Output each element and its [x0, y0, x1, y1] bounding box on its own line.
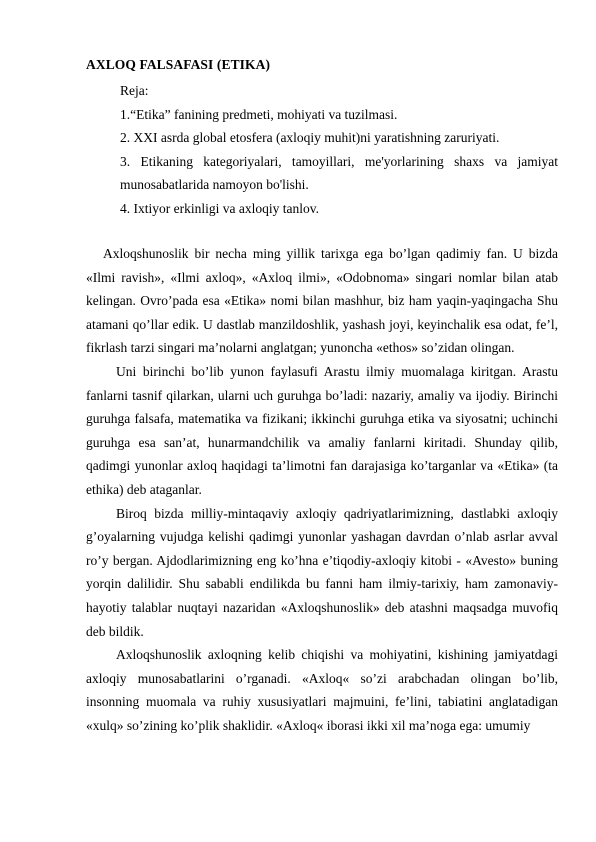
body-text — [86, 242, 558, 737]
plan-item: 4. Ixtiyor erkinligi va axloqiy tanlov. — [120, 200, 319, 216]
paragraph: Axloqshunoslik bir necha ming yillik tarixga ega bo’lgan qadimiy fan. U bizda «Ilmi ravish», «Ilmi axloq», «Axloq ilmi», «Odobnoma» singari nomlar bilan atab kelingan. Ovro’pada esa «Etika» nomi bilan mashhur, biz ham yaqin-yaqingacha Shu atamani qo’llar edik. U dastlab manzildoshlik, yashash joyi, keyinchalik esa odat, fe’l, fikrlash tarzi singari ma’nolarni anglatgan; yunoncha «ethos» so’zidan olingan. — [86, 246, 558, 356]
paragraph: Axloqshunoslik axloqning kelib chiqishi va mohiyatini, kishining jamiyatdagi axloqiy munosabatlarini o’rganadi. «Axloq« so’zi arabchadan olingan bo’lib, insonning muomala va ruhiy xususiyatlari majmuini, fe’lini, tabiatini anglatadigan «xulq» so’zining ko’plik shaklidir. «Axloq« iborasi ikki xil ma’noga ega: umumiy — [86, 647, 558, 733]
plan-item: 2. XXI asrda global etosfera (axloqiy muhit)ni yaratishning zaruriyati. — [120, 130, 500, 145]
document-title: AXLOQ FALSAFASI (ETIKA) — [86, 57, 271, 72]
paragraph: Uni birinchi bo’lib yunon faylasufi Arastu ilmiy muomalaga kiritgan. Arastu fanlarni tasnif qilarkan, ularni uch guruhga bo’ladi: nazariy, amaliy va ijodiy. Birinchi guruhga falsafa, matematika va fizikani; ikkinchi guruhga etika va siyosatni; uchinchi guruhga esa san’at, hunarmandchilik va amaliy fanlarni kiritadi. Shunday qilib, qadimgi yunonlar axloq haqidagi ta’limotni fan darajasiga ko’targanlar va «Etika» (ta ethika) deb ataganlar. — [86, 363, 558, 497]
plan-section — [120, 79, 558, 220]
plan-item: 1.“Etika” fanining predmeti, mohiyati va tuzilmasi. — [120, 106, 398, 122]
paragraph: Biroq bizda milliy-mintaqaviy axloqiy qadriyatlarimizning, dastlabki axloqiy g’oyalarning vujudga kelishi qadimgi yunonlar yashagan davrdan o’nlab asrlar avval ro’y bergan. Ajdodlarimizning eng ko’hna e’tiqodiy-axloqiy kitobi - «Avesto» buning yorqin dalilidir. Shu sababli endilikda bu fanni ham ilmiy-tarixiy, ham zamonaviy-hayotiy talablar nuqtayi nazaridan «Axloqshunoslik» deb atashni maqsadga muvofiq deb bildik. — [86, 505, 558, 639]
plan-heading: Reja: — [120, 83, 149, 98]
plan-item: 3. Etikaning kategoriyalari, tamoyillari, me'yorlarining shaxs va jamiyat munosabatlarida namoyon bo'lishi. — [120, 153, 558, 192]
